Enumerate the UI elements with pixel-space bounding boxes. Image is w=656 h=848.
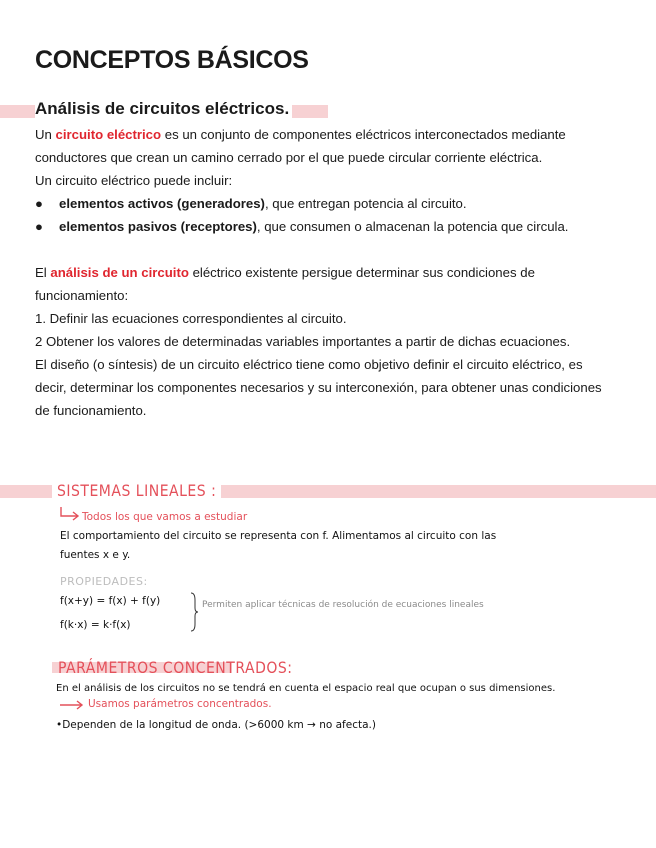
properties-note: Permiten aplicar técnicas de resolución de ecuaciones lineales [202,600,484,610]
list-item [35,192,615,215]
highlighted-term: circuito eléctrico [55,127,162,142]
text: , que consumen o almacenan la potencia que circula. [256,219,569,234]
step-2: 2 Obtener los valores de determinadas variables importantes a partir de dichas ecuaciones. [35,334,571,349]
equation-homogeneity: f(k·x) = k·f(x) [60,619,131,631]
section-body [35,123,615,422]
bold-term: elementos activos (generadores) [59,196,265,211]
equation-additivity: f(x+y) = f(x) + f(y) [60,595,161,607]
arrow-icon [58,505,82,521]
highlighted-term: análisis de un circuito [50,265,189,280]
paragraph-intro-list: Un circuito eléctrico puede incluir: [35,173,233,188]
text: eléctrico existente persigue determinar sus condiciones de funcionamiento: [35,265,535,303]
notes-heading-parametros: PARÁMETROS CONCENTRADOS: [58,659,293,678]
text: es un conjunto de componentes eléctricos interconectados mediante conductores que crean un camino cerrado por el que puede circular corriente eléctrica. [35,127,566,165]
paragraph-analysis [35,261,615,307]
list-item [35,215,615,238]
bold-term: elementos pasivos (receptores) [59,219,257,234]
text: El [35,265,51,280]
note-arrow-text: Todos los que vamos a estudiar [82,511,248,523]
arrow-icon [58,699,86,711]
notes-heading-lineales: SISTEMAS LINEALES : [52,482,221,500]
text: Un [35,127,56,142]
note-line: fuentes x e y. [60,549,131,561]
text: , que entregan potencia al circuito. [264,196,467,211]
paragraph-definition [35,123,615,169]
page-title: CONCEPTOS BÁSICOS [35,46,309,74]
note-line: El comportamiento del circuito se representa con f. Alimentamos al circuito con las [60,530,497,542]
section-heading: Análisis de circuitos eléctricos. [35,99,292,119]
brace-icon [189,592,199,632]
paragraph-design: El diseño (o síntesis) de un circuito eléctrico tiene como objetivo definir el circuito eléctrico, es decir, determinar los componentes necesarios y su interconexión, para obtener unas condiciones de funcionamiento. [35,357,602,418]
note-line: •Dependen de la longitud de onda. (>6000 km → no afecta.) [56,719,376,731]
bullet-icon: ● [35,196,43,211]
note-arrow-text: Usamos parámetros concentrados. [88,698,272,710]
step-1: 1. Definir las ecuaciones correspondientes al circuito. [35,311,347,326]
bullet-icon: ● [35,219,43,234]
spacer [35,238,615,261]
properties-heading: PROPIEDADES: [60,575,148,588]
note-line: En el análisis de los circuitos no se tendrá en cuenta el espacio real que ocupan o sus dimensiones. [56,683,556,694]
